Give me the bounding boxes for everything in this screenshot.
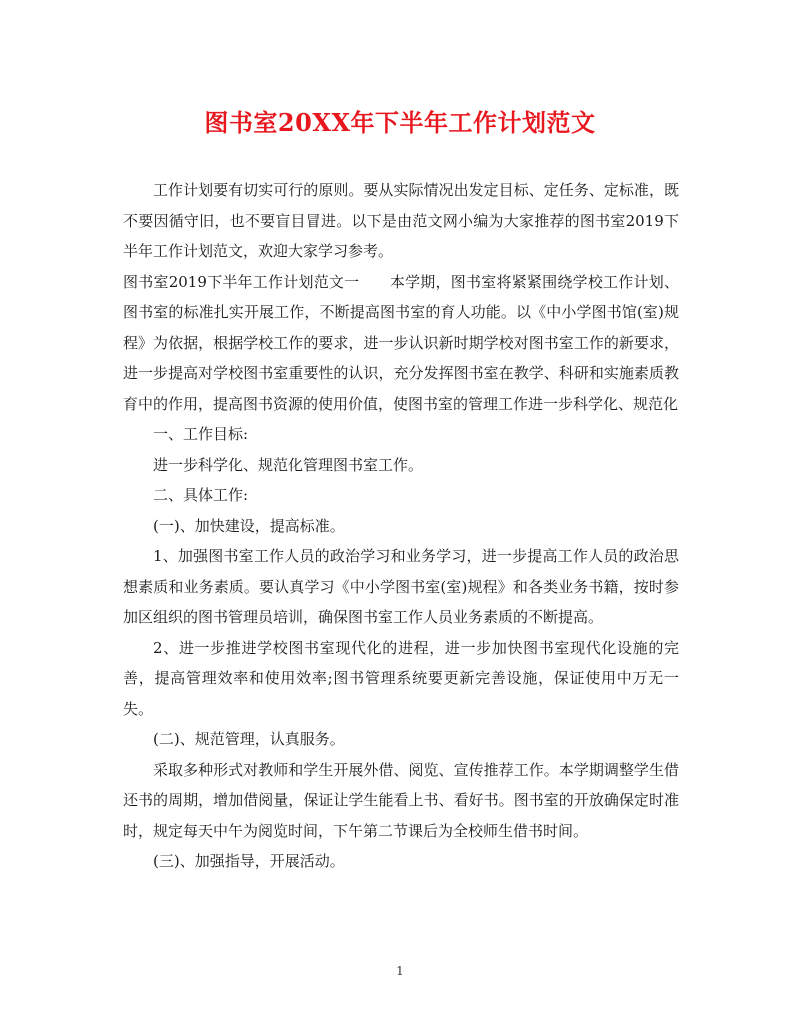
document-body [123,175,679,877]
intro-paragraph: 工作计划要有切实可行的原则。要从实际情况出发定目标、定任务、定标准，既不要因循守旧，也不要盲目冒进。以下是由范文网小编为大家推荐的图书室2019下半年工作计划范文，欢迎大家学习参考。 [123,181,679,260]
document-title: 图书室20XX年下半年工作计划范文 [204,108,596,137]
item-2-paragraph: 2、进一步推进学校图书室现代化的进程，进一步加快图书室现代化设施的完善，提高管理效率和使用效率;图书管理系统要更新完善设施，保证使用中万无一失。 [123,638,679,718]
item-1-paragraph: 1、加强图书室工作人员的政治学习和业务学习，进一步提高工作人员的政治思想素质和业务素质。要认真学习《中小学图书室(室)规程》和各类业务书籍，按时参加区组织的图书管理员培训，确保图书室工作人员业务素质的不断提高。 [123,547,679,626]
page-number: 1 [396,964,404,978]
subheading-2: (二)、规范管理，认真服务。 [153,730,345,748]
subheading-1: (一)、加快建设，提高标准。 [153,516,345,535]
lending-paragraph: 采取多种形式对教师和学生开展外借、阅览、宣传推荐工作。本学期调整学生借还书的周期，增加借阅量，保证让学生能看上书、看好书。图书室的开放确保定时准时，规定每天中午为阅览时间，下午第二节课后为全校师生借书时间。 [123,760,679,840]
heading-specific-work: 二、具体工作: [153,486,249,504]
heading-work-goals: 一、工作目标: [153,425,249,443]
goal-paragraph: 进一步科学化、规范化管理图书室工作。 [153,455,424,474]
section-paragraph-1: 图书室2019下半年工作计划范文一 本学期，图书室将紧紧围绕学校工作计划、图书室的标准扎实开展工作，不断提高图书室的育人功能。以《中小学图书馆(室)规程》为依据，根据学校工作的要求，进一步认识新时期学校对图书室工作的新要求，进一步提高对学校图书室重要性的认识，充分发挥图书室在教学、科研和实施素质教育中的作用，提高图书资源的使用价值，使图书室的管理工作进一步科学化、规范化 [123,272,679,413]
subheading-3: (三)、加强指导，开展活动。 [153,852,345,870]
